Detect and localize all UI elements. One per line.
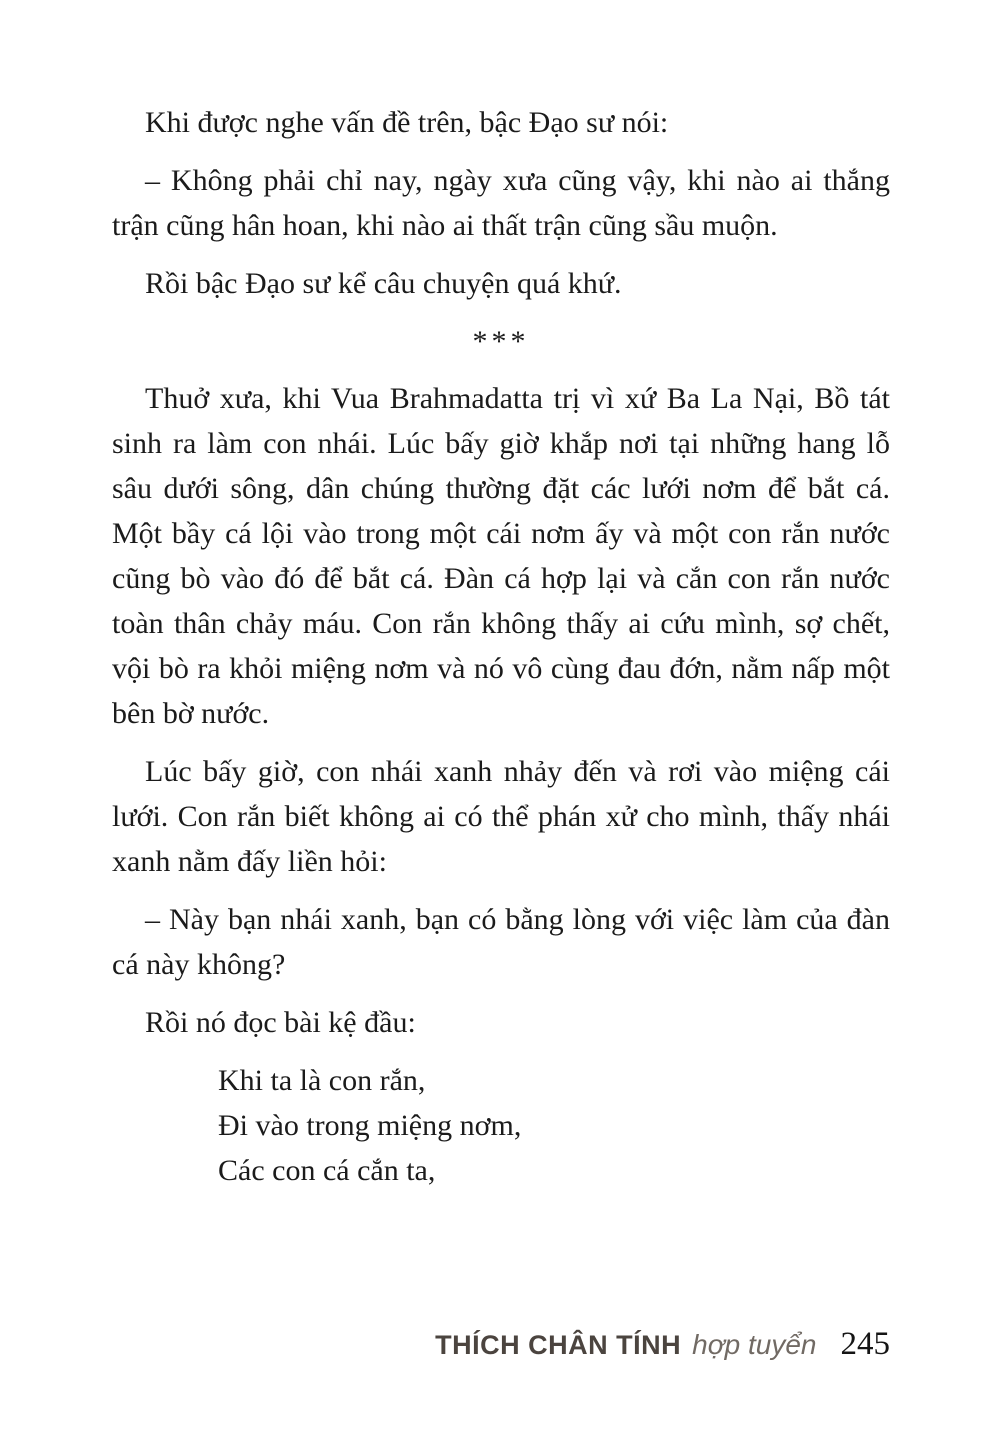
paragraph-story: Thuở xưa, khi Vua Brahmadatta trị vì xứ Ba La Nại, Bồ tát sinh ra làm con nhái. Lúc bấy giờ khắp nơi tại những hang lỗ sâu dưới sông, dân chúng thường đặt các lưới nơm để bắt cá. Một bầy cá lội vào trong một cái nơm ấy và một con rắn nước cũng bò vào đó để bắt cá. Đàn cá hợp lại và cắn con rắn nước toàn thân chảy máu. Con rắn không thấy ai cứu mình, sợ chết, vội bò ra khỏi miệng nơm và nó vô cùng đau đớn, nằm nấp một bên bờ nước. bbox=[112, 382, 890, 730]
paragraph-narration: Khi được nghe vấn đề trên, bậc Đạo sư nói: bbox=[145, 106, 669, 139]
paragraph-dialogue: – Không phải chỉ nay, ngày xưa cũng vậy, khi nào ai thắng trận cũng hân hoan, khi nào ai thất trận cũng sầu muộn. bbox=[112, 164, 890, 242]
verse-block bbox=[218, 1058, 890, 1193]
verse-line: Các con cá cắn ta, bbox=[218, 1154, 436, 1187]
verse-line: Khi ta là con rắn, bbox=[218, 1064, 426, 1097]
paragraph-narration: Rồi bậc Đạo sư kể câu chuyện quá khứ. bbox=[145, 267, 622, 300]
footer-collection-title: hợp tuyển bbox=[692, 1329, 817, 1360]
paragraph-story: Lúc bấy giờ, con nhái xanh nhảy đến và rơi vào miệng cái lưới. Con rắn biết không ai có thể phán xử cho mình, thấy nhái xanh nằm đấy liền hỏi: bbox=[112, 755, 890, 878]
footer-author-name: THÍCH CHÂN TÍNH bbox=[435, 1330, 682, 1360]
section-separator: *** bbox=[472, 325, 530, 358]
page-number: 245 bbox=[840, 1326, 890, 1362]
page-body bbox=[112, 100, 890, 1193]
paragraph-dialogue: – Này bạn nhái xanh, bạn có bằng lòng với việc làm của đàn cá này không? bbox=[112, 903, 890, 981]
paragraph-narration: Rồi nó đọc bài kệ đầu: bbox=[145, 1006, 416, 1039]
page-footer bbox=[435, 1326, 890, 1363]
verse-line: Đi vào trong miệng nơm, bbox=[218, 1109, 522, 1142]
